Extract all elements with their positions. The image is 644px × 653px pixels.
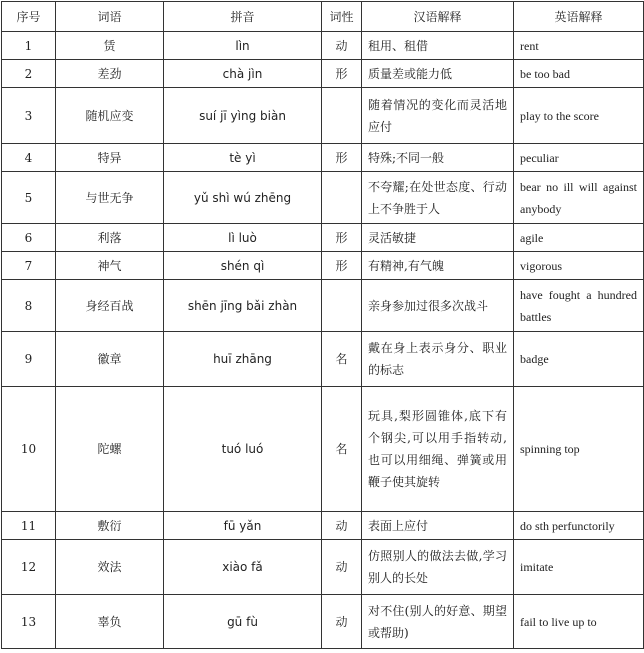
row-pinyin: tuó luó [164, 387, 322, 512]
row-english: play to the score [514, 88, 644, 144]
row-pinyin: yǔ shì wú zhēng [164, 172, 322, 224]
row-english: bear no ill will against anybody [514, 172, 644, 224]
row-pos: 形 [322, 60, 362, 88]
row-word: 差劲 [56, 60, 164, 88]
row-word: 特异 [56, 144, 164, 172]
row-chinese: 租用、租借 [362, 32, 514, 60]
row-pinyin: suí jī yìng biàn [164, 88, 322, 144]
row-pinyin: shén qì [164, 252, 322, 280]
header-pinyin: 拼音 [164, 2, 322, 32]
row-pinyin: lìn [164, 32, 322, 60]
table-row [2, 595, 644, 649]
row-english: badge [514, 332, 644, 387]
row-number: 6 [2, 224, 56, 252]
row-english: peculiar [514, 144, 644, 172]
table-row [2, 60, 644, 88]
row-english: be too bad [514, 60, 644, 88]
row-chinese: 玩具,梨形圆锥体,底下有个钢尖,可以用手指转动,也可以用细绳、弹簧或用鞭子使其旋转 [362, 387, 514, 512]
row-word: 神气 [56, 252, 164, 280]
row-pos: 动 [322, 540, 362, 595]
row-chinese: 特殊;不同一般 [362, 144, 514, 172]
row-number: 10 [2, 387, 56, 512]
row-pinyin: fū yǎn [164, 512, 322, 540]
row-word: 敷衍 [56, 512, 164, 540]
row-number: 11 [2, 512, 56, 540]
row-chinese: 戴在身上表示身分、职业的标志 [362, 332, 514, 387]
row-pos [322, 280, 362, 332]
row-pos [322, 88, 362, 144]
header-part-of-speech: 词性 [322, 2, 362, 32]
table-row [2, 172, 644, 224]
row-word: 辜负 [56, 595, 164, 649]
row-pos: 动 [322, 595, 362, 649]
row-number: 3 [2, 88, 56, 144]
row-pinyin: tè yì [164, 144, 322, 172]
row-pinyin: xiào fǎ [164, 540, 322, 595]
row-chinese: 仿照别人的做法去做,学习别人的长处 [362, 540, 514, 595]
table-row [2, 540, 644, 595]
row-number: 12 [2, 540, 56, 595]
row-chinese: 随着情况的变化而灵活地应付 [362, 88, 514, 144]
header-number: 序号 [2, 2, 56, 32]
row-chinese: 不夸耀;在处世态度、行动上不争胜于人 [362, 172, 514, 224]
row-pinyin: chà jìn [164, 60, 322, 88]
table-row [2, 280, 644, 332]
header-row [2, 2, 644, 32]
row-number: 7 [2, 252, 56, 280]
row-pos [322, 172, 362, 224]
vocabulary-table [1, 1, 644, 649]
row-pinyin: huī zhāng [164, 332, 322, 387]
row-pos: 名 [322, 387, 362, 512]
table-row [2, 332, 644, 387]
row-word: 身经百战 [56, 280, 164, 332]
row-pos: 形 [322, 144, 362, 172]
table-row [2, 512, 644, 540]
row-number: 9 [2, 332, 56, 387]
row-pos: 动 [322, 512, 362, 540]
row-chinese: 有精神,有气魄 [362, 252, 514, 280]
row-english: have fought a hundred battles [514, 280, 644, 332]
header-chinese-explanation: 汉语解释 [362, 2, 514, 32]
row-number: 2 [2, 60, 56, 88]
row-english: do sth perfunctorily [514, 512, 644, 540]
row-pinyin: lì luò [164, 224, 322, 252]
row-english: fail to live up to [514, 595, 644, 649]
table-row [2, 387, 644, 512]
table-row [2, 32, 644, 60]
row-english: vigorous [514, 252, 644, 280]
row-chinese: 表面上应付 [362, 512, 514, 540]
row-number: 1 [2, 32, 56, 60]
row-word: 赁 [56, 32, 164, 60]
row-number: 4 [2, 144, 56, 172]
row-english: imitate [514, 540, 644, 595]
row-word: 陀螺 [56, 387, 164, 512]
table-row [2, 252, 644, 280]
row-english: rent [514, 32, 644, 60]
table-row [2, 224, 644, 252]
row-word: 随机应变 [56, 88, 164, 144]
row-chinese: 灵活敏捷 [362, 224, 514, 252]
row-pos: 动 [322, 32, 362, 60]
row-word: 与世无争 [56, 172, 164, 224]
row-word: 效法 [56, 540, 164, 595]
row-word: 利落 [56, 224, 164, 252]
row-english: agile [514, 224, 644, 252]
row-pos: 形 [322, 252, 362, 280]
row-pinyin: gū fù [164, 595, 322, 649]
row-chinese: 质量差或能力低 [362, 60, 514, 88]
row-number: 13 [2, 595, 56, 649]
row-chinese: 对不住(别人的好意、期望或帮助) [362, 595, 514, 649]
row-english: spinning top [514, 387, 644, 512]
header-english-explanation: 英语解释 [514, 2, 644, 32]
row-pos: 形 [322, 224, 362, 252]
row-word: 徽章 [56, 332, 164, 387]
header-word: 词语 [56, 2, 164, 32]
table-row [2, 144, 644, 172]
table-row [2, 88, 644, 144]
row-number: 8 [2, 280, 56, 332]
row-number: 5 [2, 172, 56, 224]
row-chinese: 亲身参加过很多次战斗 [362, 280, 514, 332]
row-pos: 名 [322, 332, 362, 387]
row-pinyin: shēn jīng bǎi zhàn [164, 280, 322, 332]
